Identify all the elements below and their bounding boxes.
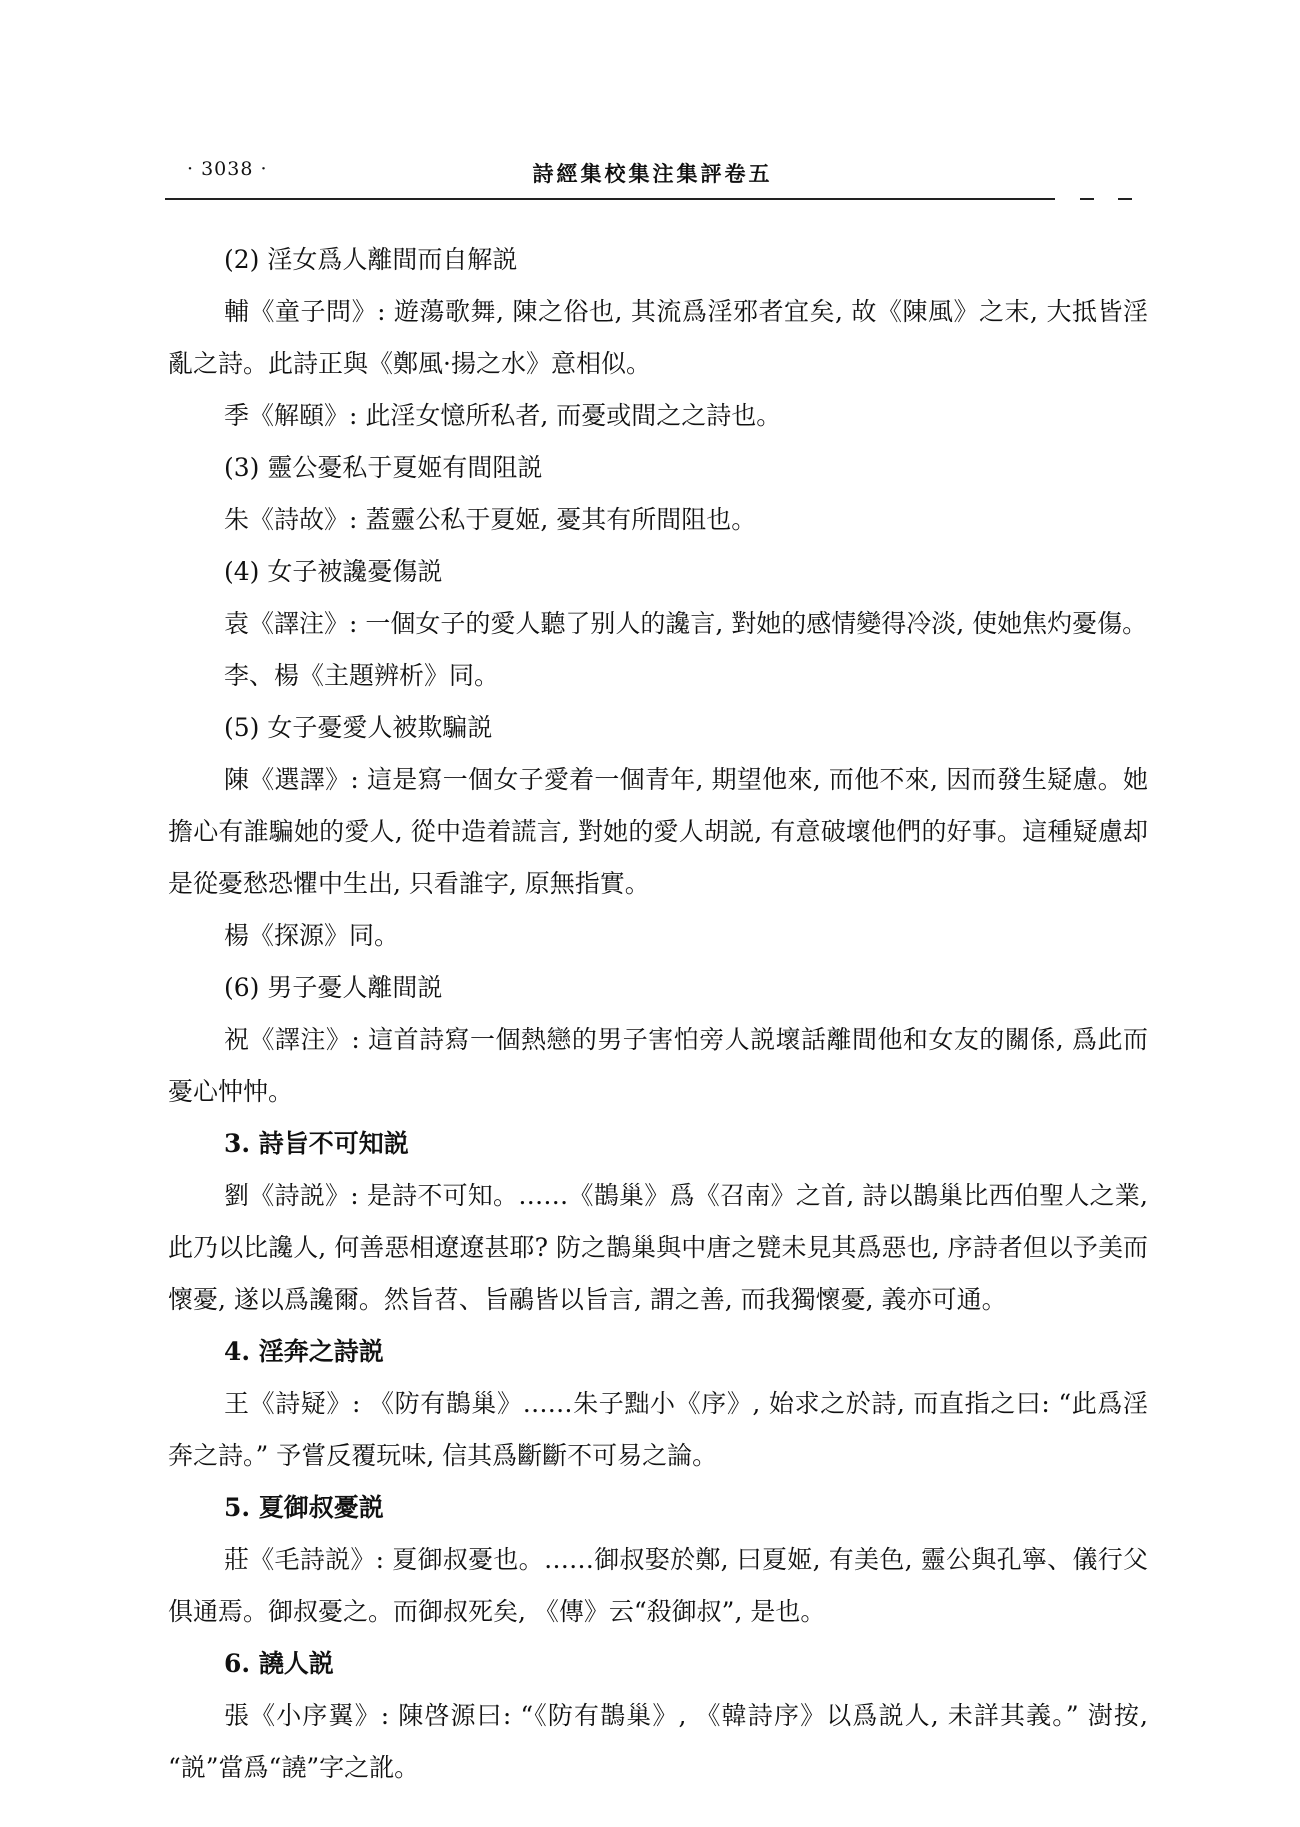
header-rule-dash (1080, 198, 1094, 200)
paragraph: 劉《詩説》: 是詩不可知。……《鵲巢》爲《召南》之首, 詩以鵲巢比西伯聖人之業, 此乃以比讒人, 何善惡相遼遼甚耶? 防之鵲巢與中唐之甓未見其爲惡也, 序詩者但以予美而懷憂, 遂以爲讒爾。然旨苕、旨鷊皆以旨言, 謂之善, 而我獨懷憂, 義亦可通。 (168, 1181, 1148, 1314)
paragraph: 輔《童子問》: 遊蕩歌舞, 陳之俗也, 其流爲淫邪者宜矣, 故《陳風》之末, 大抵皆淫亂之詩。此詩正與《鄭風·揚之水》意相似。 (168, 297, 1148, 378)
body-text (168, 234, 1148, 1794)
paragraph: 朱《詩故》: 蓋靈公私于夏姬, 憂其有所間阻也。 (224, 505, 757, 534)
paragraph: (5) 女子憂愛人被欺騙説 (224, 713, 493, 742)
paragraph: 張《小序翼》: 陳啓源曰: “《防有鵲巢》, 《韓詩序》以爲説人, 未詳其義。” 澍按, “説”當爲“譊”字之訛。 (168, 1701, 1148, 1782)
paragraph: 李、楊《主題辨析》同。 (224, 661, 500, 690)
header-rule (165, 198, 1055, 200)
section-heading: 5. 夏御叔憂説 (224, 1493, 384, 1522)
paragraph: 季《解頤》: 此淫女憶所私者, 而憂或間之之詩也。 (224, 401, 782, 430)
section-heading: 6. 譊人説 (224, 1649, 334, 1678)
paragraph: 莊《毛詩説》: 夏御叔憂也。……御叔娶於鄭, 曰夏姬, 有美色, 靈公與孔寧、儀行父俱通焉。御叔憂之。而御叔死矣, 《傳》云“殺御叔”, 是也。 (168, 1545, 1148, 1626)
paragraph: 祝《譯注》: 這首詩寫一個熱戀的男子害怕旁人説壞話離間他和女友的關係, 爲此而憂心忡忡。 (168, 1025, 1148, 1106)
running-title: 詩經集校集注集評卷五 (532, 161, 773, 186)
running-header (165, 158, 1140, 186)
paragraph: (4) 女子被讒憂傷説 (224, 557, 443, 586)
section-heading: 3. 詩旨不可知説 (224, 1129, 409, 1158)
paragraph: 楊《探源》同。 (224, 921, 400, 950)
paragraph: 王《詩疑》: 《防有鵲巢》……朱子黜小《序》, 始求之於詩, 而直指之曰: “此爲淫奔之詩。” 予嘗反覆玩味, 信其爲斷斷不可易之論。 (168, 1389, 1148, 1470)
paragraph: (2) 淫女爲人離間而自解説 (224, 245, 518, 274)
paragraph: 袁《譯注》: 一個女子的愛人聽了别人的讒言, 對她的感情變得冷淡, 使她焦灼憂傷。 (224, 609, 1148, 638)
header-rule-dash (1118, 198, 1132, 200)
paragraph: (3) 靈公憂私于夏姬有間阻説 (224, 453, 543, 482)
section-heading: 4. 淫奔之詩説 (224, 1337, 384, 1366)
paragraph: (6) 男子憂人離間説 (224, 973, 443, 1002)
page-number: · 3038 · (187, 158, 268, 180)
paragraph: 陳《選譯》: 這是寫一個女子愛着一個青年, 期望他來, 而他不來, 因而發生疑慮。她擔心有誰騙她的愛人, 從中造着謊言, 對她的愛人胡説, 有意破壞他們的好事。這種疑慮却是從憂愁恐懼中生出, 只看誰字, 原無指實。 (168, 765, 1148, 898)
